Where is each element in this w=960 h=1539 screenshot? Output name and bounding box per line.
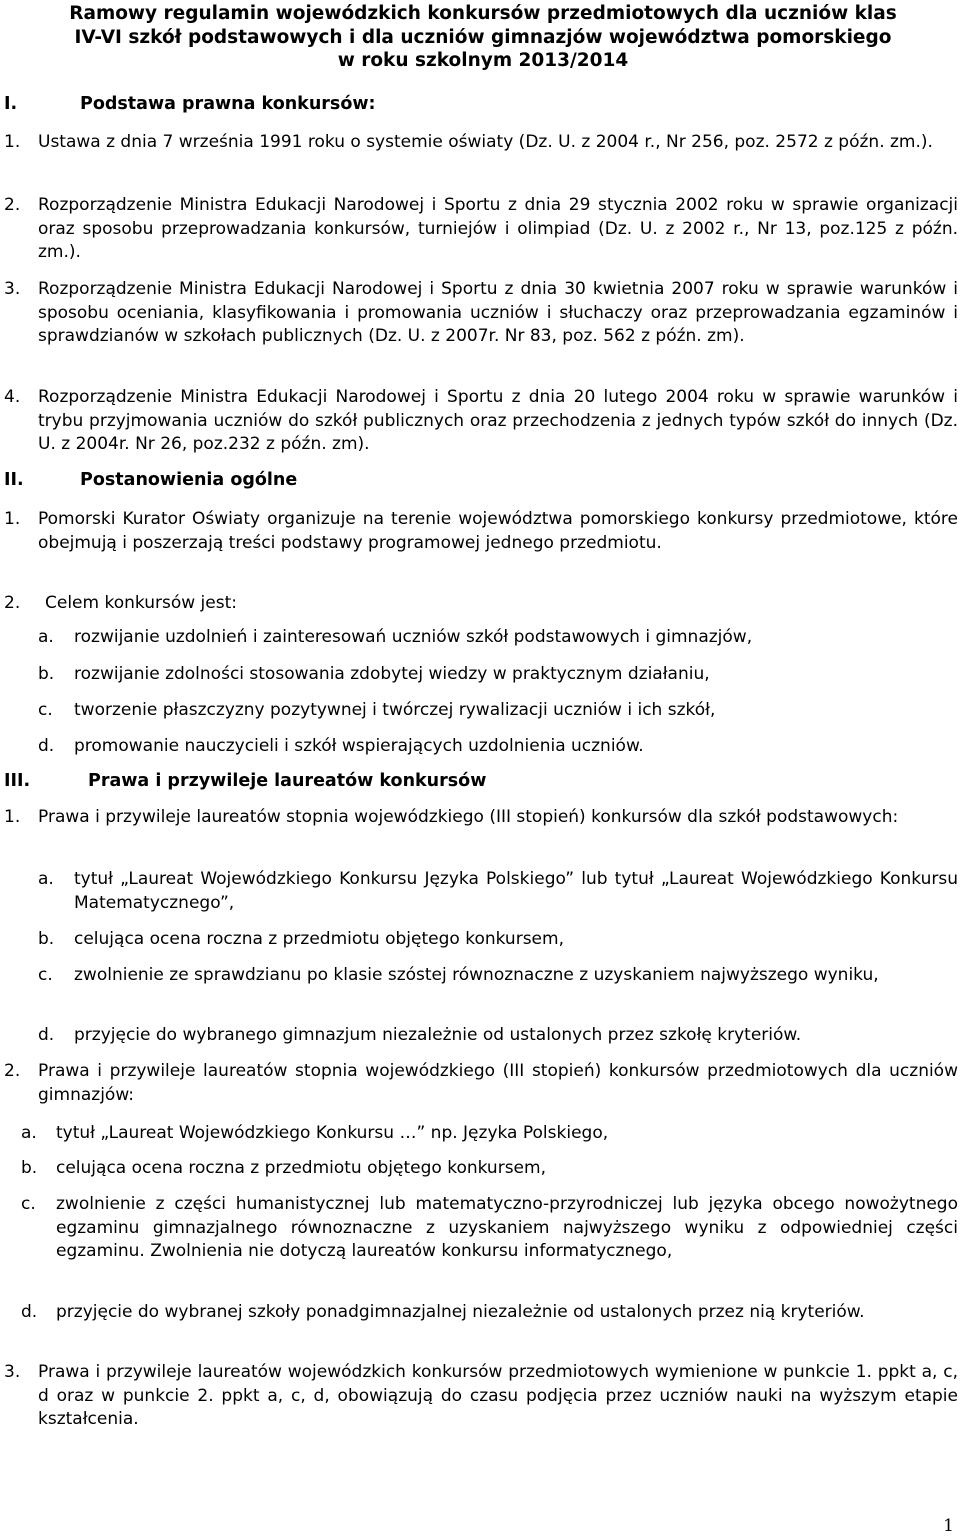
title-line: w roku szkolnym 2013/2014 <box>337 50 629 71</box>
list-item <box>4 1361 960 1433</box>
section-heading <box>4 94 604 118</box>
item-text: Rozporządzenie Ministra Edukacji Narodowej i Sportu z dnia 20 lutego 2004 roku w sprawie warunków i trybu przyjmowania uczniów do szkół publicznych oraz przechodzenia z jednych typów szkół do innych (Dz. U. z 2004r. Nr 26, poz.232 z późn. zm). <box>38 387 958 454</box>
item-text: promowanie nauczycieli i szkół wspierających uzdolnienia uczniów. <box>74 736 644 756</box>
sub-item <box>38 928 960 952</box>
item-letter: a. <box>38 869 54 889</box>
sub-item <box>38 663 960 687</box>
sub-item <box>21 1157 960 1181</box>
item-text: Celem konkursów jest: <box>45 593 237 613</box>
title-line: Ramowy regulamin wojewódzkich konkursów przedmiotowych dla uczniów klas <box>69 3 897 24</box>
sub-item <box>21 1301 960 1349</box>
item-text: Prawa i przywileje laureatów stopnia wojewódzkiego (III stopień) konkursów dla szkół podstawowych: <box>38 807 899 827</box>
item-text: przyjęcie do wybranego gimnazjum niezależnie od ustalonych przez szkołę kryteriów. <box>74 1025 802 1045</box>
item-letter: a. <box>21 1123 37 1143</box>
sub-item <box>38 699 960 723</box>
item-text: tworzenie płaszczyzny pozytywnej i twórczej rywalizacji uczniów i ich szkół, <box>74 700 716 720</box>
section-title: Prawa i przywileje laureatów konkursów <box>88 771 487 791</box>
section-number: III. <box>4 771 31 791</box>
item-letter: d. <box>38 736 55 756</box>
page-number: 1 <box>943 1516 954 1536</box>
section-heading <box>4 470 604 494</box>
item-text: Pomorski Kurator Oświaty organizuje na terenie województwa pomorskiego konkursy przedmiotowe, które obejmują i poszerzają treści podstawy programowej jednego przedmiotu. <box>38 509 958 553</box>
list-item <box>4 386 960 458</box>
section-number: I. <box>4 94 18 114</box>
item-letter: c. <box>38 965 53 985</box>
item-text: Prawa i przywileje laureatów wojewódzkich konkursów przedmiotowych wymienione w punkcie 1. ppkt a, c, d oraz w punkcie 2. ppkt a, c, d, obowiązują do czasu podjęcia przez uczniów nauki na wyższym etapie kształcenia. <box>38 1362 958 1429</box>
item-text: celująca ocena roczna z przedmiotu objętego konkursem, <box>56 1158 546 1178</box>
list-item <box>4 806 960 854</box>
sub-item <box>21 1122 960 1146</box>
item-text: zwolnienie z części humanistycznej lub matematyczno-przyrodniczej lub języka obcego nowożytnego egzaminu gimnazjalnego równoznaczne z uzyskaniem najwyższego wyniku z odpowiedniej części egzaminu. Zwolnienia nie dotyczą laureatów konkursu informatycznego, <box>56 1194 958 1261</box>
item-letter: b. <box>38 929 55 949</box>
section-heading <box>4 771 704 795</box>
item-number: 2. <box>4 195 21 215</box>
item-number: 2. <box>4 1061 21 1081</box>
item-letter: d. <box>21 1302 38 1322</box>
list-item <box>4 131 960 179</box>
item-number: 1. <box>4 509 21 529</box>
list-item <box>4 194 960 266</box>
document-title <box>38 2 928 73</box>
item-letter: a. <box>38 627 54 647</box>
sub-item <box>38 626 960 650</box>
item-number: 2. <box>4 593 21 613</box>
item-text: Prawa i przywileje laureatów stopnia wojewódzkiego (III stopień) konkursów przedmiotowych dla uczniów gimnazjów: <box>38 1061 958 1105</box>
item-letter: d. <box>38 1025 55 1045</box>
list-item <box>4 592 960 616</box>
item-text: rozwijanie uzdolnień i zainteresowań uczniów szkół podstawowych i gimnazjów, <box>74 627 753 647</box>
item-number: 1. <box>4 132 21 152</box>
item-letter: c. <box>38 700 53 720</box>
item-text: tytuł „Laureat Wojewódzkiego Konkursu …” np. Języka Polskiego, <box>56 1123 609 1143</box>
item-text: tytuł „Laureat Wojewódzkiego Konkursu Języka Polskiego” lub tytuł „Laureat Wojewódzkiego Konkursu Matematycznego”, <box>74 869 958 913</box>
title-line: IV-VI szkół podstawowych i dla uczniów gimnazjów województwa pomorskiego <box>74 26 892 48</box>
sub-item <box>38 1024 960 1048</box>
item-text: Rozporządzenie Ministra Edukacji Narodowej i Sportu z dnia 30 kwietnia 2007 roku w sprawie warunków i sposobu oceniania, klasyfikowania i promowania uczniów i słuchaczy oraz przeprowadzania egzaminów i sprawdzianów w szkołach publicznych (Dz. U. z 2007r. Nr 83, poz. 562 z późn. zm). <box>38 279 958 346</box>
item-number: 4. <box>4 387 21 407</box>
item-letter: b. <box>21 1158 38 1178</box>
item-number: 3. <box>4 1362 21 1382</box>
list-item <box>4 278 960 374</box>
item-text: celująca ocena roczna z przedmiotu objętego konkursem, <box>74 929 564 949</box>
item-letter: b. <box>38 664 55 684</box>
item-text: przyjęcie do wybranej szkoły ponadgimnazjalnej niezależnie od ustalonych przez nią kryteriów. <box>56 1302 865 1322</box>
item-text: Rozporządzenie Ministra Edukacji Narodowej i Sportu z dnia 29 stycznia 2002 roku w sprawie organizacji oraz sposobu przeprowadzania konkursów, turniejów i olimpiad (Dz. U. z 2002 r., Nr 13, poz.125 z późn. zm.). <box>38 195 958 262</box>
section-title: Podstawa prawna konkursów: <box>80 94 376 114</box>
item-letter: c. <box>21 1194 36 1214</box>
item-number: 3. <box>4 279 21 299</box>
item-number: 1. <box>4 807 21 827</box>
list-item <box>4 1060 960 1108</box>
sub-item <box>38 735 960 759</box>
item-text: zwolnienie ze sprawdzianu po klasie szóstej równoznaczne z uzyskaniem najwyższego wyniku, <box>74 965 879 985</box>
item-text: Ustawa z dnia 7 września 1991 roku o systemie oświaty (Dz. U. z 2004 r., Nr 256, poz. 2572 z późn. zm.). <box>38 132 933 152</box>
item-text: rozwijanie zdolności stosowania zdobytej wiedzy w praktycznym działaniu, <box>74 664 710 684</box>
sub-item <box>38 964 960 1012</box>
list-item <box>4 508 960 580</box>
section-title: Postanowienia ogólne <box>80 470 298 490</box>
sub-item <box>38 868 960 916</box>
sub-item <box>21 1193 960 1289</box>
section-number: II. <box>4 470 24 490</box>
